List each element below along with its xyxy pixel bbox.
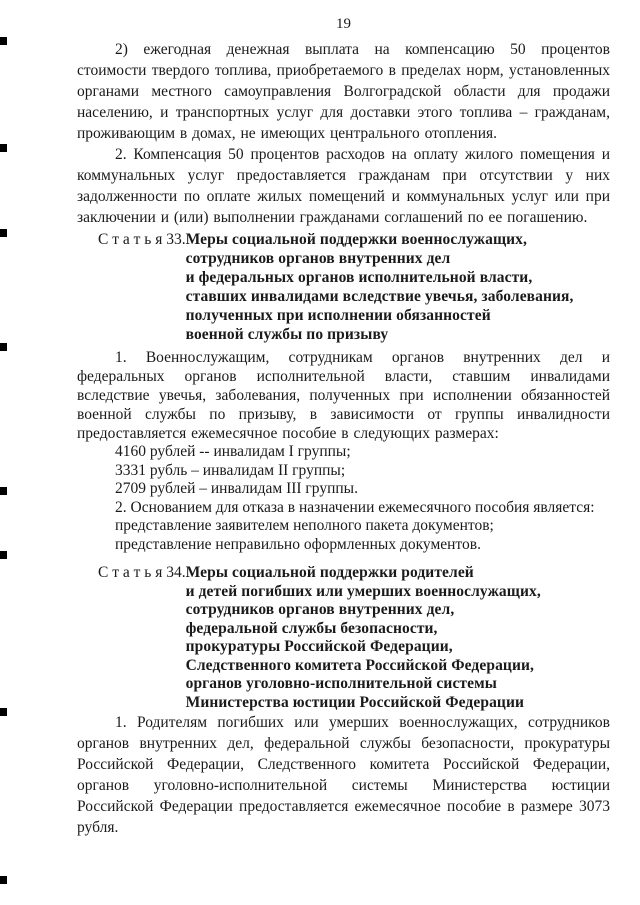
margin-mark xyxy=(0,229,7,237)
article-title-line: военной службы по призыву xyxy=(185,326,389,343)
margin-mark xyxy=(0,144,7,152)
list-line: 2709 рублей – инвалидам III группы. xyxy=(115,480,358,497)
margin-mark xyxy=(0,37,7,45)
article-title-line: ставших инвалидами вследствие увечья, заболевания, xyxy=(185,288,574,305)
article-title-line: Меры социальной поддержки родителей xyxy=(185,564,474,581)
article-title-line: Министерства юстиции Российской Федерации xyxy=(185,693,525,711)
article-title-line: федеральной службы безопасности, xyxy=(185,619,438,637)
article-title-line: органов уголовно-исполнительной системы xyxy=(185,675,497,692)
article-34-title xyxy=(186,564,541,712)
paragraph-fuel-compensation: 2) ежегодная денежная выплата на компенсацию 50 процентов стоимости твердого топлива, приобретаемого в пределах норм, установленных органами местного самоуправления Волгоградской области для продажи населению, и транспортных услуг для доставки этого топлива – гражданам, проживающим в домах, не имеющих центрального отопления. xyxy=(77,41,610,142)
article-title-line: сотрудников органов внутренних дел xyxy=(185,250,451,267)
margin-mark xyxy=(0,487,7,495)
allowance-list xyxy=(115,443,610,554)
list-line: представление неправильно оформленных документов. xyxy=(115,535,481,553)
list-line: представление заявителем неполного пакета документов; xyxy=(115,517,494,534)
margin-mark xyxy=(0,551,7,559)
article-title-line: Меры социальной поддержки военнослужащих, xyxy=(185,231,527,248)
article-title-line: полученных при исполнении обязанностей xyxy=(185,307,491,324)
article-34-heading xyxy=(98,564,610,712)
margin-mark xyxy=(0,343,7,351)
article-33-heading xyxy=(98,230,610,344)
article-title-line: и федеральных органов исполнительной власти, xyxy=(185,269,533,286)
article-title-line: прокуратуры Российской Федерации, xyxy=(185,638,453,655)
article-title-line: сотрудников органов внутренних дел, xyxy=(185,601,455,618)
article-34-label: С т а т ь я 34. xyxy=(98,564,186,581)
list-line: 3331 рубль – инвалидам II группы; xyxy=(115,461,346,479)
list-line: 4160 рублей -- инвалидам I группы; xyxy=(115,443,351,460)
paragraph-servicemen-allowance: 1. Военнослужащим, сотрудникам органов внутренних дел и федеральных органов исполнительной власти, ставшим инвалидами вследствие увечья, заболевания, полученных при исполнении обязанностей военной службы по призыву, в зависимости от группы инвалидности предоставляется ежемесячное пособие в следующих размерах: xyxy=(77,349,610,442)
margin-mark xyxy=(0,876,7,884)
margin-mark xyxy=(0,708,7,716)
list-line: 2. Основанием для отказа в назначении ежемесячного пособия является: xyxy=(115,498,595,516)
paragraph-housing-compensation: 2. Компенсация 50 процентов расходов на оплату жилого помещения и коммунальных услуг предоставляется гражданам при отсутствии у них задолженности по оплате жилых помещений и коммунальных услуг или при заключении и (или) выполнении гражданами соглашений по ее погашению. xyxy=(77,146,610,226)
paragraph-parents-allowance: 1. Родителям погибших или умерших военнослужащих, сотрудников органов внутренних дел, федеральной службы безопасности, прокуратуры Российской Федерации, Следственного комитета Российской Федерации, органов уголовно-исполнительной системы Министерства юстиции Российской Федерации предоставляется ежемесячное пособие в размере 3073 рубля. xyxy=(77,714,610,836)
article-title-line: Следственного комитета Российской Федерации, xyxy=(185,656,534,674)
page-number: 19 xyxy=(336,16,351,32)
article-33-label: С т а т ь я 33. xyxy=(98,231,186,248)
article-33-title xyxy=(186,230,574,344)
text-block xyxy=(77,14,610,838)
article-title-line: и детей погибших или умерших военнослужащих, xyxy=(185,582,541,600)
